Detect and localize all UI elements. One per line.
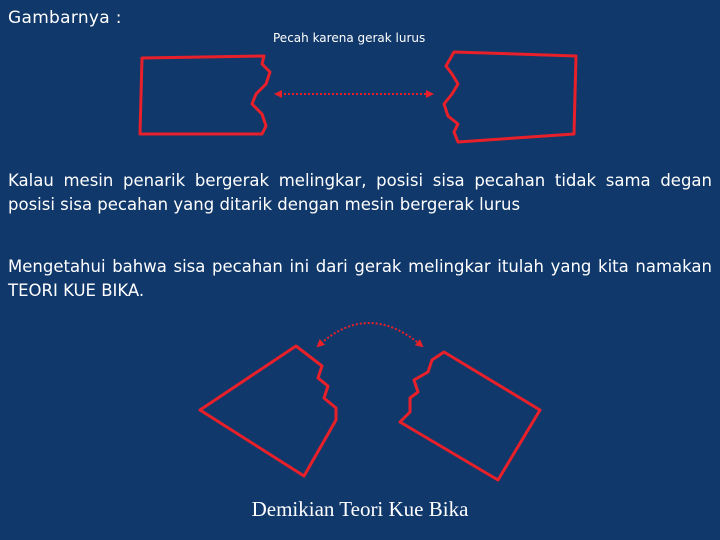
theory-paragraph: Mengetahui bahwa sisa pecahan ini dari gerak melingkar itulah yang kita namakan TEORI KUE BIKA. <box>8 257 712 300</box>
closing-statement: Demikian Teori Kue Bika <box>251 497 469 521</box>
right-cake-piece <box>444 52 576 142</box>
left-cake-piece <box>140 56 270 134</box>
explanation-paragraph: Kalau mesin penarik bergerak melingkar, posisi sisa pecahan tidak sama degan posisi sisa pecahan yang ditarik dengan mesin bergerak lurus <box>8 171 712 214</box>
right-rotated-cake-piece <box>400 352 540 480</box>
straight-break-caption: Pecah karena gerak lurus <box>273 31 426 45</box>
left-rotated-cake-piece <box>200 346 336 476</box>
slide-heading: Gambarnya : <box>8 8 122 28</box>
circular-break-diagram <box>200 323 540 480</box>
straight-break-diagram <box>140 52 576 142</box>
circular-motion-arrow <box>318 323 422 346</box>
